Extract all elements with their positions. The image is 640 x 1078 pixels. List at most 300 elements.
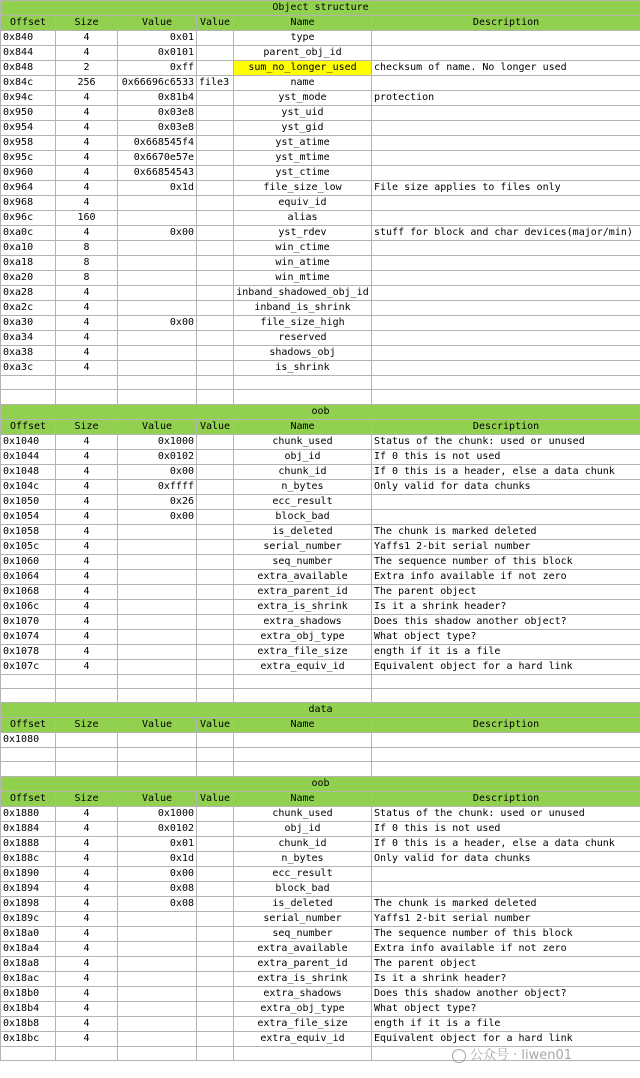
cell-offset[interactable]: 0x104c <box>1 479 56 494</box>
cell-description[interactable]: Only valid for data chunks <box>372 479 640 494</box>
cell-value2[interactable] <box>197 733 234 748</box>
cell-description[interactable]: Extra info available if not zero <box>372 569 640 584</box>
cell-name[interactable]: extra_equiv_id <box>234 1031 372 1046</box>
cell-value2[interactable] <box>197 644 234 659</box>
cell-offset[interactable]: 0xa18 <box>1 256 56 271</box>
cell-offset[interactable]: 0x1058 <box>1 524 56 539</box>
cell-offset[interactable]: 0x1064 <box>1 569 56 584</box>
cell-size[interactable]: 4 <box>56 121 118 136</box>
cell-size[interactable]: 2 <box>56 61 118 76</box>
cell-value2[interactable] <box>197 806 234 821</box>
cell-size[interactable]: 4 <box>56 986 118 1001</box>
cell-value2[interactable] <box>197 851 234 866</box>
cell-name[interactable]: extra_file_size <box>234 644 372 659</box>
empty-cell[interactable] <box>118 376 197 390</box>
column-header-name[interactable]: Name <box>234 791 372 806</box>
cell-description[interactable]: What object type? <box>372 629 640 644</box>
cell-size[interactable]: 4 <box>56 554 118 569</box>
cell-size[interactable]: 4 <box>56 584 118 599</box>
cell-offset[interactable]: 0x1888 <box>1 836 56 851</box>
cell-value[interactable]: 0x668545f4 <box>118 136 197 151</box>
empty-cell[interactable] <box>234 1046 372 1060</box>
cell-size[interactable]: 4 <box>56 644 118 659</box>
cell-value2[interactable] <box>197 614 234 629</box>
cell-name[interactable]: shadows_obj <box>234 346 372 361</box>
cell-offset[interactable]: 0x96c <box>1 211 56 226</box>
cell-size[interactable]: 4 <box>56 881 118 896</box>
cell-name[interactable]: yst_gid <box>234 121 372 136</box>
cell-name[interactable]: is_deleted <box>234 524 372 539</box>
cell-size[interactable]: 4 <box>56 659 118 674</box>
cell-name[interactable]: sum_no_longer_used <box>234 61 372 76</box>
cell-value2[interactable] <box>197 911 234 926</box>
cell-name[interactable]: n_bytes <box>234 851 372 866</box>
cell-value[interactable]: 0x03e8 <box>118 121 197 136</box>
cell-offset[interactable]: 0x18ac <box>1 971 56 986</box>
cell-size[interactable]: 4 <box>56 851 118 866</box>
cell-size[interactable]: 4 <box>56 106 118 121</box>
cell-offset[interactable]: 0x1894 <box>1 881 56 896</box>
cell-value[interactable]: 0x00 <box>118 866 197 881</box>
cell-value[interactable]: 0x66854543 <box>118 166 197 181</box>
empty-cell[interactable] <box>56 674 118 688</box>
cell-name[interactable]: inband_is_shrink <box>234 301 372 316</box>
cell-description[interactable] <box>372 881 640 896</box>
cell-value2[interactable] <box>197 106 234 121</box>
empty-cell[interactable] <box>56 748 118 762</box>
cell-value[interactable]: 0x00 <box>118 509 197 524</box>
cell-offset[interactable]: 0xa2c <box>1 301 56 316</box>
column-header-name[interactable]: Name <box>234 16 372 31</box>
cell-name[interactable]: extra_file_size <box>234 1016 372 1031</box>
cell-value[interactable] <box>118 599 197 614</box>
cell-value2[interactable] <box>197 256 234 271</box>
cell-size[interactable]: 4 <box>56 449 118 464</box>
column-header-value[interactable]: Value <box>118 16 197 31</box>
cell-description[interactable]: If 0 this is a header, else a data chunk <box>372 464 640 479</box>
cell-description[interactable]: Only valid for data chunks <box>372 851 640 866</box>
cell-size[interactable]: 4 <box>56 509 118 524</box>
empty-cell[interactable] <box>1 1046 56 1060</box>
cell-description[interactable]: Is it a shrink header? <box>372 599 640 614</box>
cell-size[interactable]: 4 <box>56 434 118 449</box>
cell-value2[interactable] <box>197 821 234 836</box>
cell-value2[interactable] <box>197 121 234 136</box>
section-title[interactable]: oob <box>1 404 640 419</box>
cell-size[interactable]: 4 <box>56 836 118 851</box>
cell-description[interactable]: Equivalent object for a hard link <box>372 1031 640 1046</box>
cell-offset[interactable]: 0xa38 <box>1 346 56 361</box>
cell-description[interactable]: The parent object <box>372 584 640 599</box>
cell-description[interactable]: The parent object <box>372 956 640 971</box>
cell-description[interactable] <box>372 866 640 881</box>
cell-value[interactable] <box>118 346 197 361</box>
cell-size[interactable]: 8 <box>56 256 118 271</box>
cell-value2[interactable] <box>197 151 234 166</box>
cell-description[interactable]: ength if it is a file <box>372 644 640 659</box>
cell-offset[interactable]: 0x1048 <box>1 464 56 479</box>
column-header-description[interactable]: Description <box>372 791 640 806</box>
cell-value[interactable] <box>118 524 197 539</box>
cell-offset[interactable]: 0x1884 <box>1 821 56 836</box>
cell-description[interactable] <box>372 271 640 286</box>
section-title[interactable]: oob <box>1 776 640 791</box>
cell-offset[interactable]: 0x18b4 <box>1 1001 56 1016</box>
cell-name[interactable]: yst_rdev <box>234 226 372 241</box>
column-header-value2[interactable]: Value <box>197 16 234 31</box>
cell-value[interactable]: 0x26 <box>118 494 197 509</box>
column-header-description[interactable]: Description <box>372 718 640 733</box>
cell-name[interactable]: extra_obj_type <box>234 1001 372 1016</box>
cell-value2[interactable] <box>197 331 234 346</box>
cell-description[interactable]: The sequence number of this block <box>372 926 640 941</box>
cell-offset[interactable]: 0x964 <box>1 181 56 196</box>
cell-size[interactable]: 4 <box>56 629 118 644</box>
cell-size[interactable]: 4 <box>56 569 118 584</box>
cell-value2[interactable] <box>197 1031 234 1046</box>
cell-offset[interactable]: 0x18a4 <box>1 941 56 956</box>
cell-description[interactable]: What object type? <box>372 1001 640 1016</box>
cell-value2[interactable] <box>197 1001 234 1016</box>
cell-size[interactable]: 4 <box>56 539 118 554</box>
cell-value2[interactable] <box>197 881 234 896</box>
cell-offset[interactable]: 0x18a0 <box>1 926 56 941</box>
cell-description[interactable]: If 0 this is not used <box>372 449 640 464</box>
cell-value2[interactable] <box>197 346 234 361</box>
cell-value2[interactable] <box>197 836 234 851</box>
cell-offset[interactable]: 0xa3c <box>1 361 56 376</box>
cell-offset[interactable]: 0x1060 <box>1 554 56 569</box>
cell-description[interactable] <box>372 316 640 331</box>
cell-description[interactable]: If 0 this is not used <box>372 821 640 836</box>
cell-value[interactable] <box>118 211 197 226</box>
cell-size[interactable]: 4 <box>56 956 118 971</box>
column-header-name[interactable]: Name <box>234 419 372 434</box>
section-title[interactable]: Object structure <box>1 1 640 16</box>
cell-offset[interactable]: 0x94c <box>1 91 56 106</box>
cell-description[interactable]: Does this shadow another object? <box>372 986 640 1001</box>
cell-value2[interactable] <box>197 301 234 316</box>
cell-offset[interactable]: 0x1898 <box>1 896 56 911</box>
cell-size[interactable]: 4 <box>56 346 118 361</box>
cell-size[interactable]: 4 <box>56 91 118 106</box>
cell-offset[interactable]: 0x95c <box>1 151 56 166</box>
column-header-offset[interactable]: Offset <box>1 718 56 733</box>
cell-offset[interactable]: 0x844 <box>1 46 56 61</box>
cell-value[interactable] <box>118 644 197 659</box>
cell-description[interactable] <box>372 241 640 256</box>
cell-name[interactable]: extra_parent_id <box>234 956 372 971</box>
cell-value2[interactable] <box>197 584 234 599</box>
cell-name[interactable]: extra_is_shrink <box>234 971 372 986</box>
column-header-name[interactable]: Name <box>234 718 372 733</box>
column-header-value[interactable]: Value <box>118 419 197 434</box>
cell-description[interactable] <box>372 166 640 181</box>
cell-size[interactable]: 4 <box>56 599 118 614</box>
cell-value2[interactable] <box>197 941 234 956</box>
cell-value[interactable] <box>118 584 197 599</box>
column-header-description[interactable]: Description <box>372 16 640 31</box>
cell-name[interactable]: serial_number <box>234 911 372 926</box>
cell-value[interactable]: 0x00 <box>118 316 197 331</box>
cell-name[interactable]: extra_available <box>234 941 372 956</box>
cell-name[interactable]: extra_available <box>234 569 372 584</box>
cell-value2[interactable] <box>197 449 234 464</box>
cell-value[interactable] <box>118 569 197 584</box>
cell-size[interactable]: 4 <box>56 806 118 821</box>
cell-description[interactable] <box>372 286 640 301</box>
cell-value[interactable]: 0x0101 <box>118 46 197 61</box>
cell-value2[interactable] <box>197 986 234 1001</box>
cell-value2[interactable] <box>197 286 234 301</box>
cell-name[interactable]: extra_parent_id <box>234 584 372 599</box>
cell-value[interactable] <box>118 196 197 211</box>
cell-offset[interactable]: 0x960 <box>1 166 56 181</box>
cell-offset[interactable]: 0x1880 <box>1 806 56 821</box>
cell-name[interactable]: extra_shadows <box>234 614 372 629</box>
cell-value[interactable] <box>118 911 197 926</box>
cell-value2[interactable]: file3 <box>197 76 234 91</box>
cell-description[interactable]: Yaffs1 2-bit serial number <box>372 539 640 554</box>
empty-cell[interactable] <box>372 674 640 688</box>
cell-value[interactable]: 0x1d <box>118 851 197 866</box>
empty-cell[interactable] <box>118 1046 197 1060</box>
cell-description[interactable]: The chunk is marked deleted <box>372 524 640 539</box>
cell-name[interactable]: reserved <box>234 331 372 346</box>
cell-value[interactable]: 0x6670e57e <box>118 151 197 166</box>
cell-name[interactable]: yst_mode <box>234 91 372 106</box>
cell-value[interactable] <box>118 539 197 554</box>
cell-offset[interactable]: 0x968 <box>1 196 56 211</box>
cell-value2[interactable] <box>197 464 234 479</box>
cell-name[interactable]: seq_number <box>234 926 372 941</box>
cell-value[interactable] <box>118 1001 197 1016</box>
cell-value[interactable] <box>118 331 197 346</box>
cell-name[interactable]: extra_is_shrink <box>234 599 372 614</box>
cell-offset[interactable]: 0x1040 <box>1 434 56 449</box>
cell-description[interactable]: Is it a shrink header? <box>372 971 640 986</box>
cell-value2[interactable] <box>197 509 234 524</box>
empty-cell[interactable] <box>197 748 234 762</box>
cell-size[interactable]: 160 <box>56 211 118 226</box>
cell-offset[interactable]: 0x1068 <box>1 584 56 599</box>
column-header-size[interactable]: Size <box>56 791 118 806</box>
cell-description[interactable] <box>372 509 640 524</box>
empty-cell[interactable] <box>1 376 56 390</box>
cell-name[interactable]: serial_number <box>234 539 372 554</box>
cell-description[interactable]: Yaffs1 2-bit serial number <box>372 911 640 926</box>
cell-value[interactable] <box>118 286 197 301</box>
cell-description[interactable] <box>372 331 640 346</box>
column-header-size[interactable]: Size <box>56 419 118 434</box>
cell-size[interactable]: 4 <box>56 464 118 479</box>
cell-name[interactable]: extra_obj_type <box>234 629 372 644</box>
cell-name[interactable]: yst_atime <box>234 136 372 151</box>
cell-value[interactable] <box>118 1031 197 1046</box>
cell-size[interactable]: 4 <box>56 1001 118 1016</box>
cell-offset[interactable]: 0x18bc <box>1 1031 56 1046</box>
cell-value[interactable] <box>118 733 197 748</box>
cell-name[interactable]: seq_number <box>234 554 372 569</box>
cell-description[interactable]: The sequence number of this block <box>372 554 640 569</box>
cell-value[interactable] <box>118 986 197 1001</box>
empty-cell[interactable] <box>56 1046 118 1060</box>
cell-value2[interactable] <box>197 539 234 554</box>
empty-cell[interactable] <box>1 674 56 688</box>
cell-description[interactable] <box>372 121 640 136</box>
cell-size[interactable]: 4 <box>56 479 118 494</box>
cell-size[interactable]: 8 <box>56 241 118 256</box>
column-header-value2[interactable]: Value <box>197 419 234 434</box>
empty-cell[interactable] <box>372 748 640 762</box>
cell-name[interactable]: extra_equiv_id <box>234 659 372 674</box>
cell-size[interactable]: 4 <box>56 971 118 986</box>
cell-name[interactable]: extra_shadows <box>234 986 372 1001</box>
cell-value[interactable]: 0x00 <box>118 464 197 479</box>
cell-description[interactable]: ength if it is a file <box>372 1016 640 1031</box>
cell-value[interactable] <box>118 301 197 316</box>
cell-size[interactable]: 4 <box>56 941 118 956</box>
cell-offset[interactable]: 0x1044 <box>1 449 56 464</box>
empty-cell[interactable] <box>234 376 372 390</box>
cell-value2[interactable] <box>197 166 234 181</box>
cell-value[interactable] <box>118 554 197 569</box>
cell-name[interactable]: n_bytes <box>234 479 372 494</box>
cell-size[interactable]: 4 <box>56 926 118 941</box>
cell-value2[interactable] <box>197 629 234 644</box>
cell-offset[interactable]: 0xa10 <box>1 241 56 256</box>
cell-name[interactable]: is_deleted <box>234 896 372 911</box>
cell-offset[interactable]: 0x1050 <box>1 494 56 509</box>
cell-value2[interactable] <box>197 659 234 674</box>
cell-offset[interactable]: 0x848 <box>1 61 56 76</box>
cell-name[interactable]: win_mtime <box>234 271 372 286</box>
cell-value[interactable] <box>118 941 197 956</box>
cell-value2[interactable] <box>197 271 234 286</box>
cell-offset[interactable]: 0x954 <box>1 121 56 136</box>
cell-value2[interactable] <box>197 226 234 241</box>
cell-offset[interactable]: 0xa28 <box>1 286 56 301</box>
cell-value[interactable] <box>118 361 197 376</box>
cell-offset[interactable]: 0x188c <box>1 851 56 866</box>
cell-value2[interactable] <box>197 31 234 46</box>
cell-description[interactable] <box>372 256 640 271</box>
cell-offset[interactable]: 0x18b8 <box>1 1016 56 1031</box>
column-header-value[interactable]: Value <box>118 791 197 806</box>
cell-size[interactable]: 4 <box>56 46 118 61</box>
cell-description[interactable]: checksum of name. No longer used <box>372 61 640 76</box>
cell-description[interactable] <box>372 196 640 211</box>
cell-description[interactable]: Equivalent object for a hard link <box>372 659 640 674</box>
column-header-size[interactable]: Size <box>56 718 118 733</box>
cell-description[interactable] <box>372 76 640 91</box>
cell-value[interactable]: 0xff <box>118 61 197 76</box>
cell-value2[interactable] <box>197 494 234 509</box>
cell-description[interactable] <box>372 494 640 509</box>
cell-size[interactable]: 4 <box>56 301 118 316</box>
cell-value[interactable] <box>118 659 197 674</box>
column-header-offset[interactable]: Offset <box>1 419 56 434</box>
cell-size[interactable]: 8 <box>56 271 118 286</box>
cell-value[interactable] <box>118 1016 197 1031</box>
cell-description[interactable]: protection <box>372 91 640 106</box>
cell-size[interactable]: 4 <box>56 226 118 241</box>
cell-name[interactable]: name <box>234 76 372 91</box>
cell-name[interactable]: yst_mtime <box>234 151 372 166</box>
cell-value2[interactable] <box>197 434 234 449</box>
cell-size[interactable]: 4 <box>56 614 118 629</box>
cell-value[interactable]: 0x1000 <box>118 434 197 449</box>
empty-cell[interactable] <box>372 376 640 390</box>
cell-description[interactable] <box>372 46 640 61</box>
cell-value2[interactable] <box>197 1016 234 1031</box>
cell-offset[interactable]: 0x1074 <box>1 629 56 644</box>
cell-name[interactable]: parent_obj_id <box>234 46 372 61</box>
cell-value2[interactable] <box>197 554 234 569</box>
cell-size[interactable]: 4 <box>56 494 118 509</box>
cell-name[interactable]: is_shrink <box>234 361 372 376</box>
empty-cell[interactable] <box>197 674 234 688</box>
cell-offset[interactable]: 0xa30 <box>1 316 56 331</box>
cell-name[interactable]: equiv_id <box>234 196 372 211</box>
cell-value[interactable] <box>118 256 197 271</box>
empty-cell[interactable] <box>197 1046 234 1060</box>
cell-value[interactable]: 0x0102 <box>118 821 197 836</box>
cell-size[interactable]: 4 <box>56 316 118 331</box>
cell-name[interactable]: win_atime <box>234 256 372 271</box>
cell-description[interactable]: File size applies to files only <box>372 181 640 196</box>
cell-size[interactable]: 4 <box>56 524 118 539</box>
cell-name[interactable]: obj_id <box>234 821 372 836</box>
cell-name[interactable]: ecc_result <box>234 866 372 881</box>
cell-size[interactable]: 4 <box>56 166 118 181</box>
empty-cell[interactable] <box>197 376 234 390</box>
cell-size[interactable]: 4 <box>56 896 118 911</box>
empty-cell[interactable] <box>118 674 197 688</box>
empty-cell[interactable] <box>234 748 372 762</box>
cell-size[interactable]: 4 <box>56 196 118 211</box>
cell-value[interactable]: 0x01 <box>118 31 197 46</box>
cell-value[interactable]: 0x08 <box>118 881 197 896</box>
cell-value[interactable]: 0x1d <box>118 181 197 196</box>
cell-name[interactable]: file_size_high <box>234 316 372 331</box>
cell-name[interactable]: file_size_low <box>234 181 372 196</box>
cell-description[interactable]: Does this shadow another object? <box>372 614 640 629</box>
column-header-size[interactable]: Size <box>56 16 118 31</box>
cell-value2[interactable] <box>197 91 234 106</box>
cell-value[interactable]: 0x1000 <box>118 806 197 821</box>
cell-value2[interactable] <box>197 866 234 881</box>
column-header-description[interactable]: Description <box>372 419 640 434</box>
cell-value[interactable] <box>118 614 197 629</box>
cell-value[interactable] <box>118 971 197 986</box>
cell-offset[interactable]: 0x18b0 <box>1 986 56 1001</box>
cell-value2[interactable] <box>197 181 234 196</box>
cell-value2[interactable] <box>197 61 234 76</box>
cell-name[interactable]: type <box>234 31 372 46</box>
cell-offset[interactable]: 0x840 <box>1 31 56 46</box>
cell-value2[interactable] <box>197 211 234 226</box>
cell-name[interactable]: win_ctime <box>234 241 372 256</box>
cell-value[interactable] <box>118 241 197 256</box>
cell-description[interactable]: Status of the chunk: used or unused <box>372 434 640 449</box>
cell-value[interactable]: 0x03e8 <box>118 106 197 121</box>
cell-description[interactable] <box>372 106 640 121</box>
cell-size[interactable]: 4 <box>56 821 118 836</box>
cell-offset[interactable]: 0x1080 <box>1 733 56 748</box>
cell-size[interactable]: 4 <box>56 286 118 301</box>
cell-value2[interactable] <box>197 971 234 986</box>
